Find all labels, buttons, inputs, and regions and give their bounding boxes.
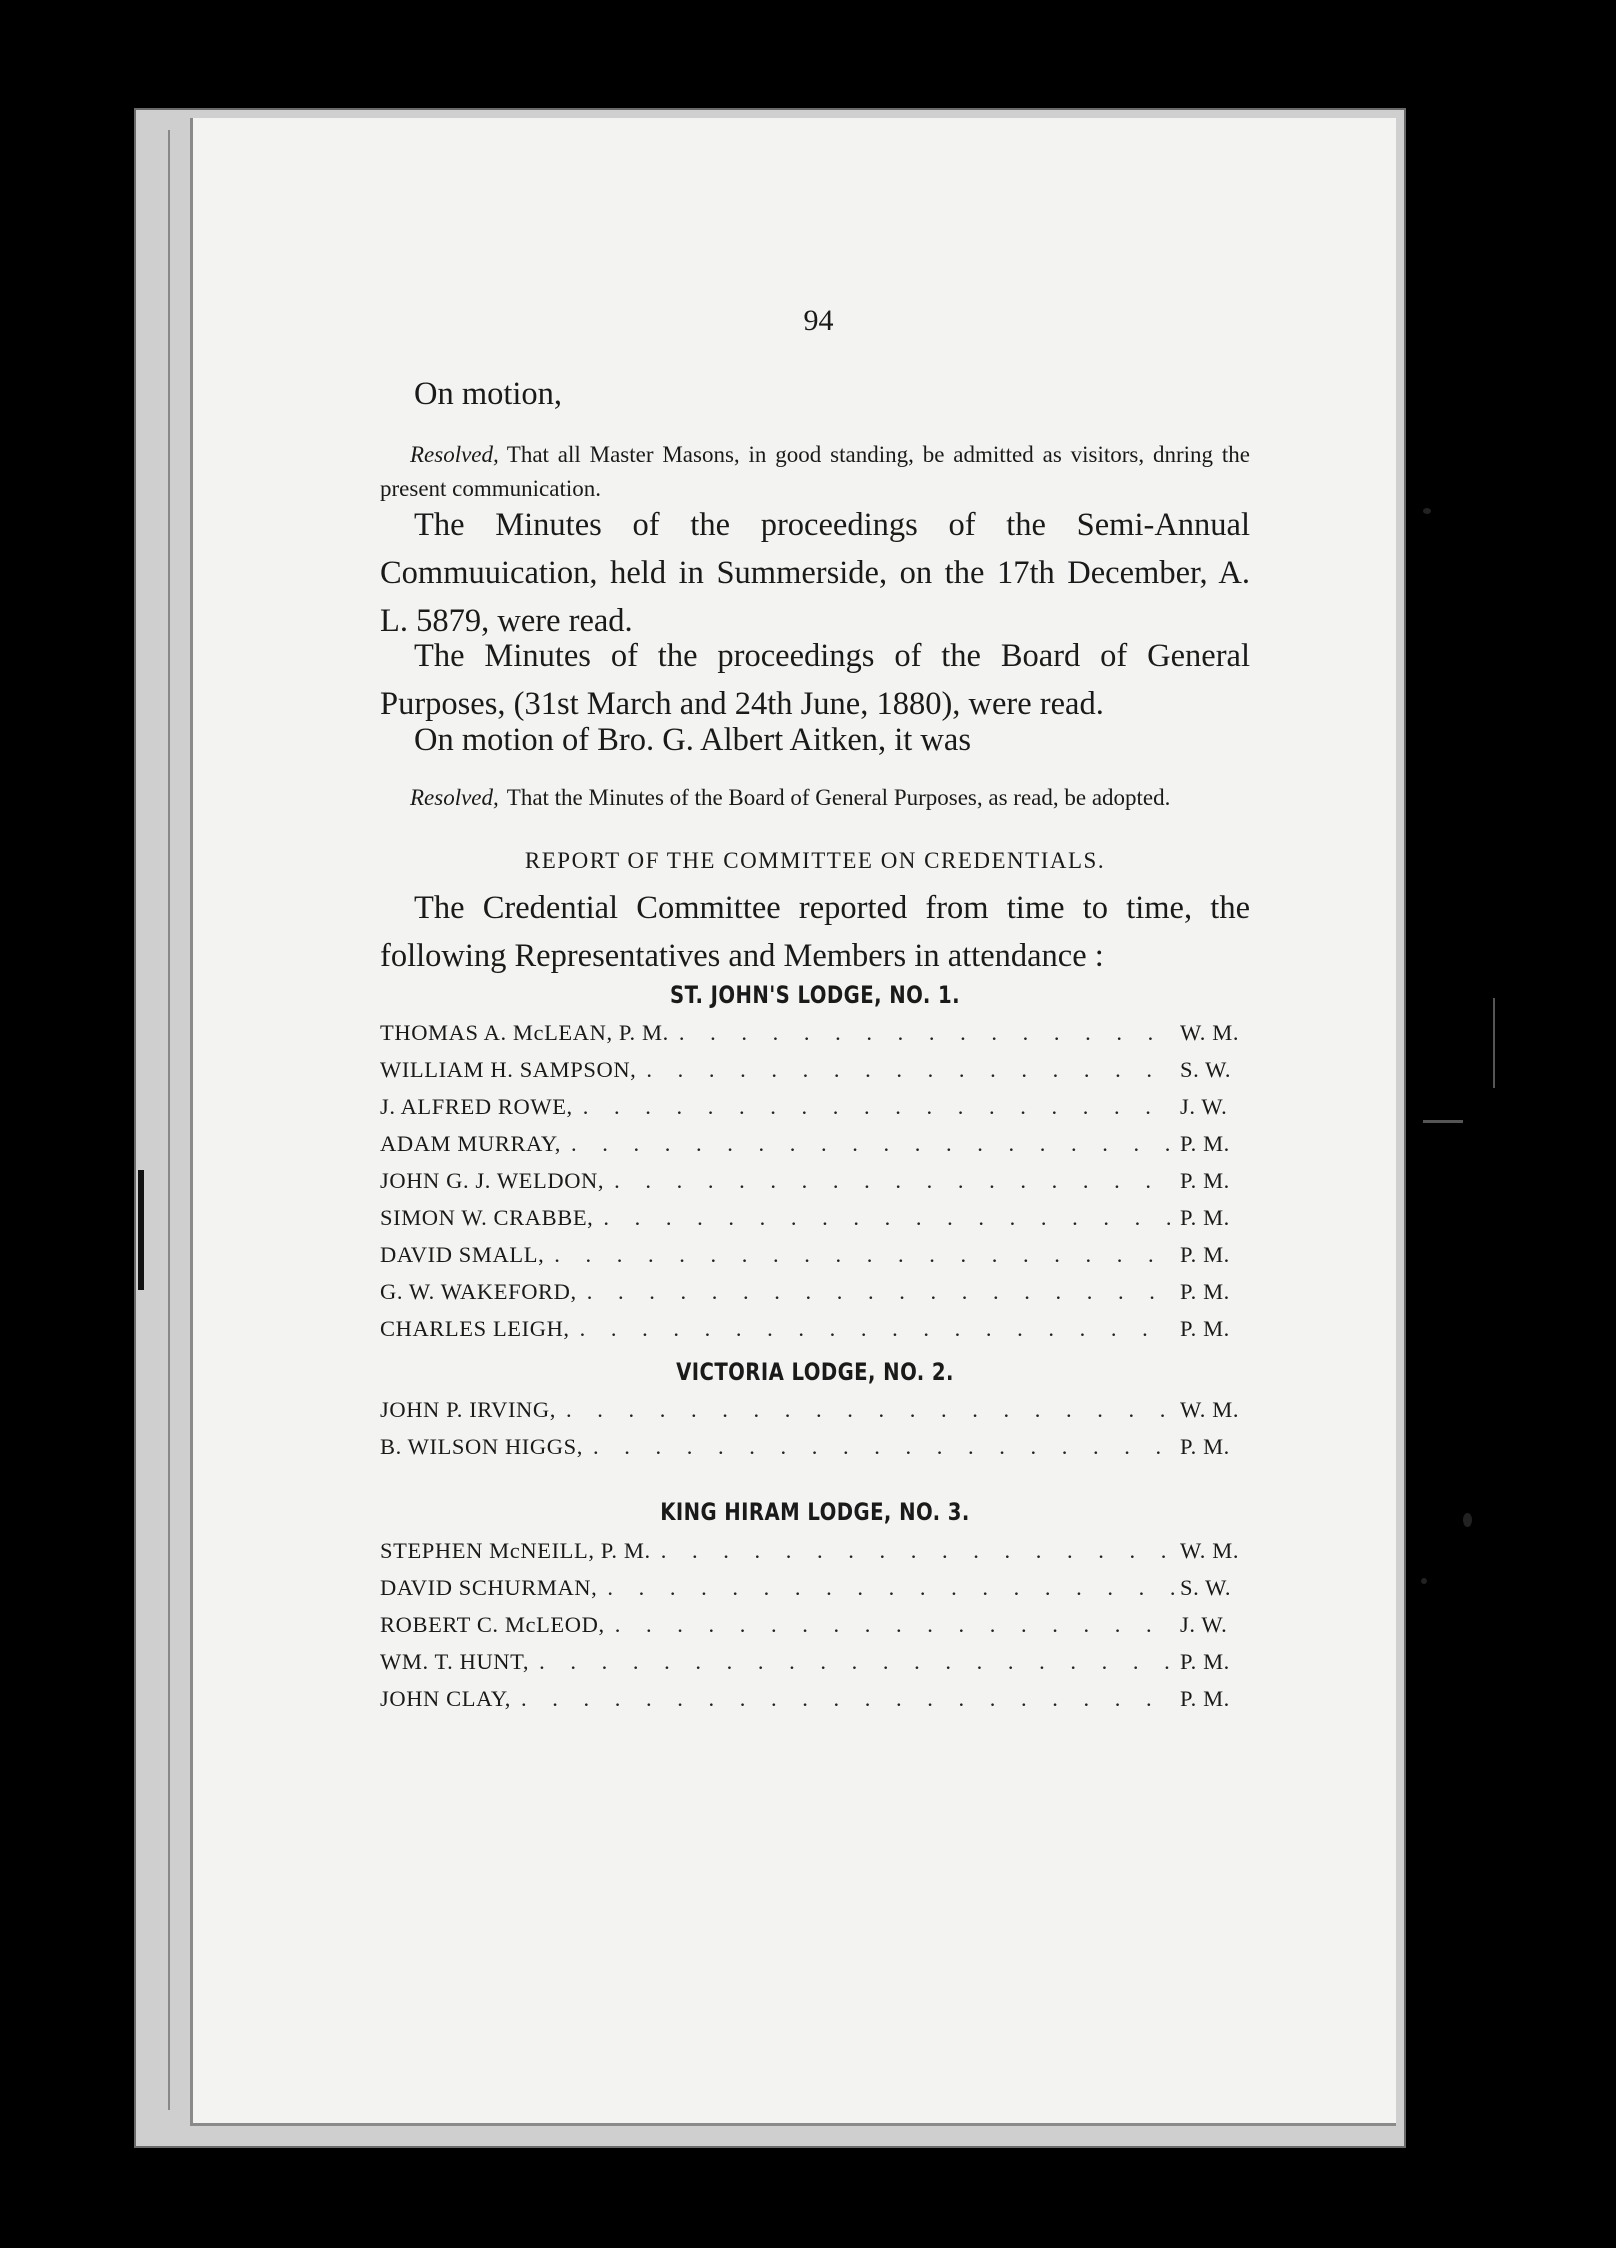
roster-row — [380, 1686, 1250, 1723]
roster-row — [380, 1612, 1250, 1649]
member-name: WM. T. HUNT, — [380, 1649, 530, 1674]
roster-row — [380, 1205, 1250, 1242]
roster-row — [380, 1242, 1250, 1279]
on-motion-text: On motion, — [414, 376, 563, 412]
member-office: J. W. — [1180, 1094, 1228, 1119]
on-motion-paragraph — [380, 370, 1250, 418]
roster-row — [380, 1397, 1250, 1434]
member-name: STEPHEN McNEILL, P. M. — [380, 1538, 651, 1563]
member-name: ROBERT C. McLEOD, — [380, 1612, 605, 1637]
member-office: J. W. — [1180, 1612, 1228, 1637]
member-office: W. M. — [1180, 1397, 1240, 1422]
resolution-text: That all Master Masons, in good standing, be admitted as visitors, dnring the present communication. — [380, 442, 1250, 501]
leader-dots — [566, 1397, 1174, 1423]
member-name: J. ALFRED ROWE, — [380, 1094, 573, 1119]
roster-row — [380, 1649, 1250, 1686]
member-office: P. M. — [1180, 1686, 1230, 1711]
binding-shadow — [138, 1170, 144, 1290]
member-name: JOHN CLAY, — [380, 1686, 512, 1711]
member-office: P. M. — [1180, 1168, 1230, 1193]
member-office: S. W. — [1180, 1057, 1232, 1082]
binding-edge-line — [168, 130, 170, 2110]
leader-dots — [679, 1020, 1174, 1046]
resolution-adopt-minutes — [380, 781, 1250, 815]
member-office: W. M. — [1180, 1020, 1240, 1045]
member-office: P. M. — [1180, 1242, 1230, 1267]
lodge-roster — [380, 1020, 1250, 1353]
minutes-semi-annual-paragraph: The Minutes of the proceedings of the Semi-Annual Commuuication, held in Summerside, on the 17th December, A. L. 5879, were read. — [380, 507, 1250, 639]
leader-dots — [521, 1686, 1174, 1712]
leader-dots — [646, 1057, 1174, 1083]
lodge-roster — [380, 1538, 1250, 1723]
member-name: THOMAS A. McLEAN, P. M. — [380, 1020, 669, 1045]
member-office: P. M. — [1180, 1316, 1230, 1341]
resolution-admit-visitors — [380, 438, 1250, 506]
member-name: DAVID SMALL, — [380, 1242, 545, 1267]
page-number: 94 — [803, 304, 834, 337]
roster-row — [380, 1094, 1250, 1131]
leader-dots — [603, 1205, 1174, 1231]
leader-dots — [661, 1538, 1174, 1564]
member-name: WILLIAM H. SAMPSON, — [380, 1057, 637, 1082]
scan-mark — [1493, 998, 1495, 1088]
leader-dots — [587, 1279, 1174, 1305]
scan-speck — [1421, 1578, 1427, 1584]
leader-dots — [539, 1649, 1174, 1675]
roster-row — [380, 1434, 1250, 1471]
member-name: ADAM MURRAY, — [380, 1131, 562, 1156]
resolution-text: That the Minutes of the Board of General Purposes, as read, be adopted. — [506, 785, 1171, 810]
roster-row — [380, 1168, 1250, 1205]
member-name: G. W. WAKEFORD, — [380, 1279, 577, 1304]
lodge-heading: KING HIRAM LODGE, NO. 3. — [660, 1498, 970, 1526]
roster-row — [380, 1057, 1250, 1094]
leader-dots — [554, 1242, 1174, 1268]
resolved-label: Resolved, — [410, 785, 499, 810]
lodge-heading: ST. JOHN'S LODGE, NO. 1. — [670, 981, 960, 1009]
lodge-roster — [380, 1397, 1250, 1471]
scan-speck — [1463, 1513, 1472, 1527]
member-name: CHARLES LEIGH, — [380, 1316, 570, 1341]
roster-row — [380, 1131, 1250, 1168]
leader-dots — [614, 1168, 1174, 1194]
member-name: JOHN P. IRVING, — [380, 1397, 556, 1422]
leader-dots — [580, 1316, 1174, 1342]
leader-dots — [571, 1131, 1174, 1157]
report-title: REPORT OF THE COMMITTEE ON CREDENTIALS. — [524, 848, 1106, 873]
member-office: P. M. — [1180, 1434, 1230, 1459]
member-office: P. M. — [1180, 1131, 1230, 1156]
member-name: DAVID SCHURMAN, — [380, 1575, 598, 1600]
member-office: P. M. — [1180, 1649, 1230, 1674]
member-name: B. WILSON HIGGS, — [380, 1434, 583, 1459]
credential-intro-paragraph: The Credential Committee reported from time to time, the following Representatives and Members in attendance : — [380, 890, 1250, 974]
leader-dots — [583, 1094, 1174, 1120]
member-office: P. M. — [1180, 1205, 1230, 1230]
member-office: S. W. — [1180, 1575, 1232, 1600]
lodge-heading: VICTORIA LODGE, NO. 2. — [676, 1358, 954, 1386]
roster-row — [380, 1575, 1250, 1612]
leader-dots — [615, 1612, 1174, 1638]
roster-row — [380, 1316, 1250, 1353]
book-page — [190, 118, 1396, 2126]
member-name: SIMON W. CRABBE, — [380, 1205, 594, 1230]
scan-mark — [1423, 1120, 1463, 1123]
on-motion-aitken-paragraph: On motion of Bro. G. Albert Aitken, it was — [414, 722, 971, 758]
leader-dots — [607, 1575, 1174, 1601]
member-office: P. M. — [1180, 1279, 1230, 1304]
member-office: W. M. — [1180, 1538, 1240, 1563]
roster-row — [380, 1538, 1250, 1575]
roster-row — [380, 1020, 1250, 1057]
member-name: JOHN G. J. WELDON, — [380, 1168, 605, 1193]
resolved-label: Resolved, — [410, 442, 499, 467]
roster-row — [380, 1279, 1250, 1316]
scan-speck — [1423, 508, 1431, 514]
minutes-board-paragraph: The Minutes of the proceedings of the Board of General Purposes, (31st March and 24th June, 1880), were read. — [380, 638, 1250, 722]
leader-dots — [593, 1434, 1174, 1460]
